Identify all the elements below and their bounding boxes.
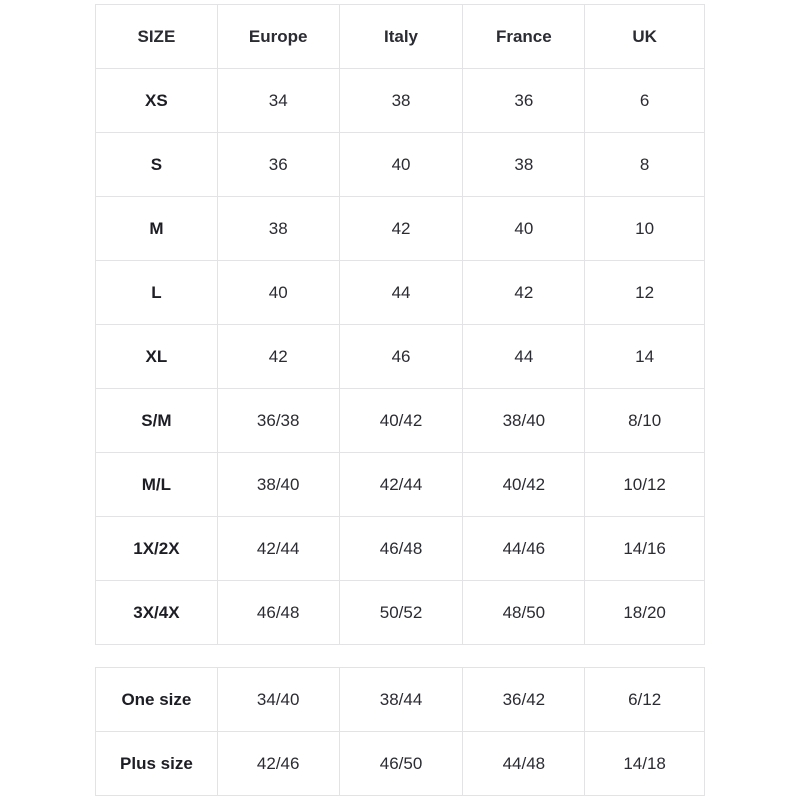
column-header-europe: Europe: [217, 5, 339, 69]
row-label: M: [96, 197, 218, 261]
cell-italy: 46: [339, 325, 463, 389]
cell-europe: 34/40: [217, 668, 339, 732]
table-row: [96, 581, 705, 645]
cell-uk: 12: [585, 261, 705, 325]
row-label: XS: [96, 69, 218, 133]
row-label: M/L: [96, 453, 218, 517]
row-label: S: [96, 133, 218, 197]
table-row: [96, 133, 705, 197]
cell-france: 40/42: [463, 453, 585, 517]
cell-italy: 38/44: [339, 668, 463, 732]
cell-italy: 42/44: [339, 453, 463, 517]
cell-italy: 40/42: [339, 389, 463, 453]
cell-italy: 46/48: [339, 517, 463, 581]
table-row: [96, 668, 705, 732]
cell-europe: 46/48: [217, 581, 339, 645]
cell-uk: 8: [585, 133, 705, 197]
cell-europe: 38: [217, 197, 339, 261]
table-row: [96, 69, 705, 133]
cell-uk: 18/20: [585, 581, 705, 645]
cell-europe: 42/46: [217, 732, 339, 796]
cell-italy: 38: [339, 69, 463, 133]
table-row: [96, 453, 705, 517]
cell-uk: 6: [585, 69, 705, 133]
column-header-size: SIZE: [96, 5, 218, 69]
column-header-uk: UK: [585, 5, 705, 69]
cell-europe: 34: [217, 69, 339, 133]
cell-europe: 36/38: [217, 389, 339, 453]
cell-italy: 40: [339, 133, 463, 197]
cell-uk: 14: [585, 325, 705, 389]
size-conversion-table-container: [95, 4, 705, 645]
cell-europe: 36: [217, 133, 339, 197]
table-row: [96, 325, 705, 389]
row-label: Plus size: [96, 732, 218, 796]
cell-france: 36: [463, 69, 585, 133]
row-label: 3X/4X: [96, 581, 218, 645]
cell-italy: 50/52: [339, 581, 463, 645]
cell-france: 44: [463, 325, 585, 389]
cell-italy: 44: [339, 261, 463, 325]
cell-uk: 10/12: [585, 453, 705, 517]
cell-uk: 10: [585, 197, 705, 261]
cell-uk: 6/12: [585, 668, 705, 732]
cell-uk: 14/18: [585, 732, 705, 796]
cell-france: 36/42: [463, 668, 585, 732]
table-header-row: [96, 5, 705, 69]
cell-europe: 42/44: [217, 517, 339, 581]
cell-france: 40: [463, 197, 585, 261]
table-row: [96, 517, 705, 581]
cell-uk: 8/10: [585, 389, 705, 453]
table-row: [96, 389, 705, 453]
row-label: S/M: [96, 389, 218, 453]
cell-france: 42: [463, 261, 585, 325]
cell-france: 38/40: [463, 389, 585, 453]
cell-france: 38: [463, 133, 585, 197]
cell-europe: 40: [217, 261, 339, 325]
cell-france: 44/46: [463, 517, 585, 581]
column-header-france: France: [463, 5, 585, 69]
cell-europe: 42: [217, 325, 339, 389]
size-conversion-table: [95, 4, 705, 645]
table-row: [96, 197, 705, 261]
cell-france: 48/50: [463, 581, 585, 645]
cell-italy: 46/50: [339, 732, 463, 796]
one-size-conversion-table-container: [95, 667, 705, 796]
table-row: [96, 261, 705, 325]
row-label: One size: [96, 668, 218, 732]
row-label: L: [96, 261, 218, 325]
one-size-conversion-table: [95, 667, 705, 796]
cell-italy: 42: [339, 197, 463, 261]
cell-europe: 38/40: [217, 453, 339, 517]
table-row: [96, 732, 705, 796]
cell-france: 44/48: [463, 732, 585, 796]
row-label: XL: [96, 325, 218, 389]
column-header-italy: Italy: [339, 5, 463, 69]
row-label: 1X/2X: [96, 517, 218, 581]
cell-uk: 14/16: [585, 517, 705, 581]
